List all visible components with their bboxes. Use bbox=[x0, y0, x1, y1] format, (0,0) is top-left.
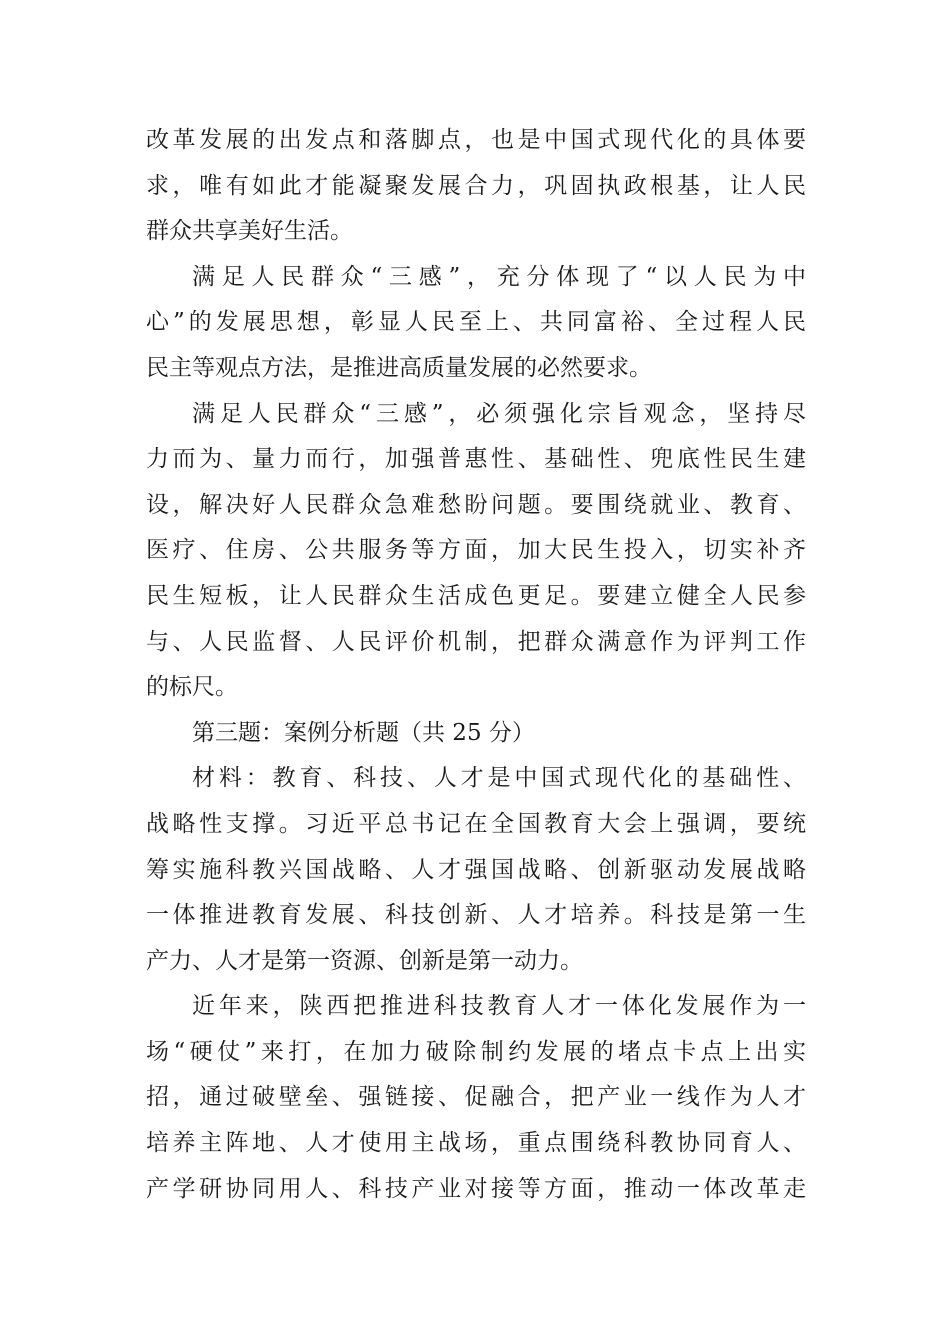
document-page bbox=[146, 118, 806, 1212]
text-line: 材料：教育、科技、人才是中国式现代化的基础性、 bbox=[192, 765, 806, 792]
text-line: 一体推进教育发展、科技创新、人才培养。科技是第一生 bbox=[146, 902, 806, 929]
text-line: 培养主阵地、人才使用主战场，重点围绕科教协同育人、 bbox=[146, 1130, 806, 1157]
text-line: 的标尺。 bbox=[146, 674, 238, 701]
text-line: 设，解决好人民群众急难愁盼问题。要围绕就业、教育、 bbox=[146, 491, 806, 518]
text-line: 产学研协同用人、科技产业对接等方面，推动一体改革走 bbox=[146, 1175, 806, 1202]
text-line: 求，唯有如此才能凝聚发展合力，巩固执政根基，让人民 bbox=[146, 172, 806, 199]
paragraph bbox=[146, 756, 806, 984]
text-line: 民生短板，让人民群众生活成色更足。要建立健全人民参 bbox=[146, 582, 806, 609]
paragraph bbox=[146, 392, 806, 711]
paragraph bbox=[146, 255, 806, 392]
text-line: 产力、人才是第一资源、创新是第一动力。 bbox=[146, 947, 583, 974]
text-line: 群众共享美好生活。 bbox=[146, 218, 353, 245]
text-line: 满足人民群众“三感”，充分体现了“以人民为中 bbox=[192, 263, 806, 290]
text-line: 战略性支撑。习近平总书记在全国教育大会上强调，要统 bbox=[146, 810, 806, 837]
text-line: 改革发展的出发点和落脚点，也是中国式现代化的具体要 bbox=[146, 127, 806, 153]
paragraph bbox=[146, 711, 806, 757]
paragraph bbox=[146, 984, 806, 1212]
text-line: 满足人民群众“三感”，必须强化宗旨观念，坚持尽 bbox=[192, 400, 806, 427]
text-line: 筹实施科教兴国战略、人才强国战略、创新驱动发展战略 bbox=[146, 856, 806, 883]
text-line: 第三题：案例分析题（共 25 分） bbox=[192, 719, 535, 746]
text-line: 医疗、住房、公共服务等方面，加大民生投入，切实补齐 bbox=[146, 537, 806, 564]
text-line: 与、人民监督、人民评价机制，把群众满意作为评判工作 bbox=[146, 628, 806, 655]
text-line: 招，通过破壁垒、强链接、促融合，把产业一线作为人才 bbox=[146, 1084, 806, 1111]
text-line: 力而为、量力而行，加强普惠性、基础性、兜底性民生建 bbox=[146, 446, 806, 473]
text-line: 场“硬仗”来打，在加力破除制约发展的堵点卡点上出实 bbox=[146, 1038, 806, 1065]
paragraph bbox=[146, 118, 806, 255]
text-line: 民主等观点方法，是推进高质量发展的必然要求。 bbox=[146, 354, 652, 381]
text-line: 心”的发展思想，彰显人民至上、共同富裕、全过程人民 bbox=[146, 309, 806, 336]
text-line: 近年来，陕西把推进科技教育人才一体化发展作为一 bbox=[192, 993, 806, 1020]
